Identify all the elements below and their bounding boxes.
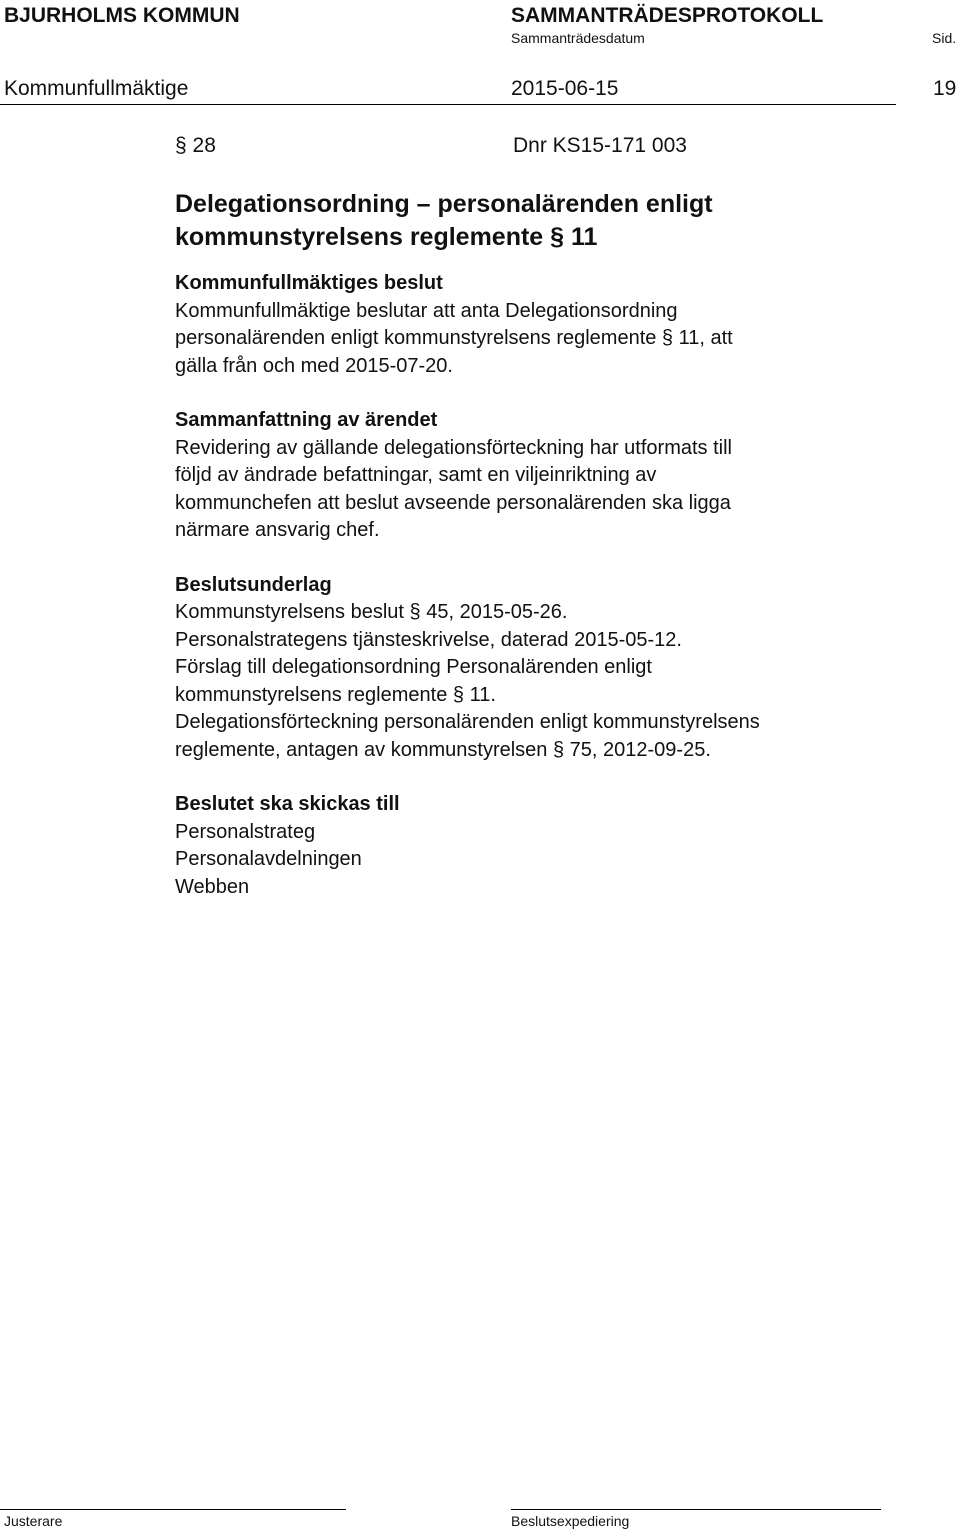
- decision-line: Kommunfullmäktige beslutar att anta Delegationsordning: [175, 299, 678, 322]
- decision-heading: Kommunfullmäktiges beslut: [175, 272, 443, 294]
- basis-heading: Beslutsunderlag: [175, 573, 332, 596]
- page-label: Sid.: [932, 30, 957, 46]
- basis-line: Kommunstyrelsens beslut § 45, 2015-05-26.: [175, 601, 568, 623]
- basis-line: reglemente, antagen av kommunstyrelsen § 75, 2012-09-25.: [175, 738, 711, 761]
- summary-line: kommunchefen att beslut avseende personalärenden ska ligga: [175, 491, 731, 514]
- item-title-line-1: Delegationsordning – personalärenden enligt: [175, 190, 713, 218]
- summary-section: [175, 407, 895, 545]
- item-number: § 28: [175, 134, 216, 157]
- meeting-date: 2015-06-15: [511, 77, 619, 100]
- summary-heading: Sammanfattning av ärendet: [175, 409, 438, 431]
- decision-line: gälla från och med 2015-07-20.: [175, 354, 453, 377]
- page-number: 19: [933, 77, 957, 100]
- basis-line: Personalstrategens tjänsteskrivelse, daterad 2015-05-12.: [175, 628, 682, 651]
- header-divider: [0, 104, 896, 105]
- recipient: Personalavdelningen: [175, 848, 362, 870]
- recipients-heading: Beslutet ska skickas till: [175, 793, 400, 815]
- dispatch-label: Beslutsexpediering: [511, 1513, 630, 1529]
- decision-line: personalärenden enligt kommunstyrelsens reglemente § 11, att: [175, 327, 733, 349]
- document-body: [175, 188, 895, 901]
- municipality-name: BJURHOLMS KOMMUN: [4, 4, 240, 27]
- footer-divider-right: [511, 1509, 881, 1510]
- decision-section: [175, 270, 895, 380]
- case-number: Dnr KS15-171 003: [513, 134, 687, 157]
- basis-line: Delegationsförteckning personalärenden enligt kommunstyrelsens: [175, 711, 760, 733]
- summary-line: närmare ansvarig chef.: [175, 519, 380, 541]
- signatory-label: Justerare: [4, 1513, 63, 1529]
- recipients-section: [175, 791, 895, 901]
- recipient: Webben: [175, 875, 250, 898]
- document-type: SAMMANTRÄDESPROTOKOLL: [511, 4, 824, 27]
- date-label: Sammanträdesdatum: [511, 30, 645, 46]
- summary-line: Revidering av gällande delegationsförteckning har utformats till: [175, 436, 732, 459]
- basis-line: kommunstyrelsens reglemente § 11.: [175, 683, 496, 706]
- basis-line: Förslag till delegationsordning Personalärenden enligt: [175, 656, 652, 678]
- item-title-line-2: kommunstyrelsens reglemente § 11: [175, 223, 598, 251]
- footer-divider-left: [0, 1509, 346, 1510]
- recipient: Personalstrateg: [175, 820, 316, 843]
- basis-section: [175, 572, 895, 765]
- summary-line: följd av ändrade befattningar, samt en viljeinriktning av: [175, 464, 657, 486]
- meeting-body: Kommunfullmäktige: [4, 77, 189, 100]
